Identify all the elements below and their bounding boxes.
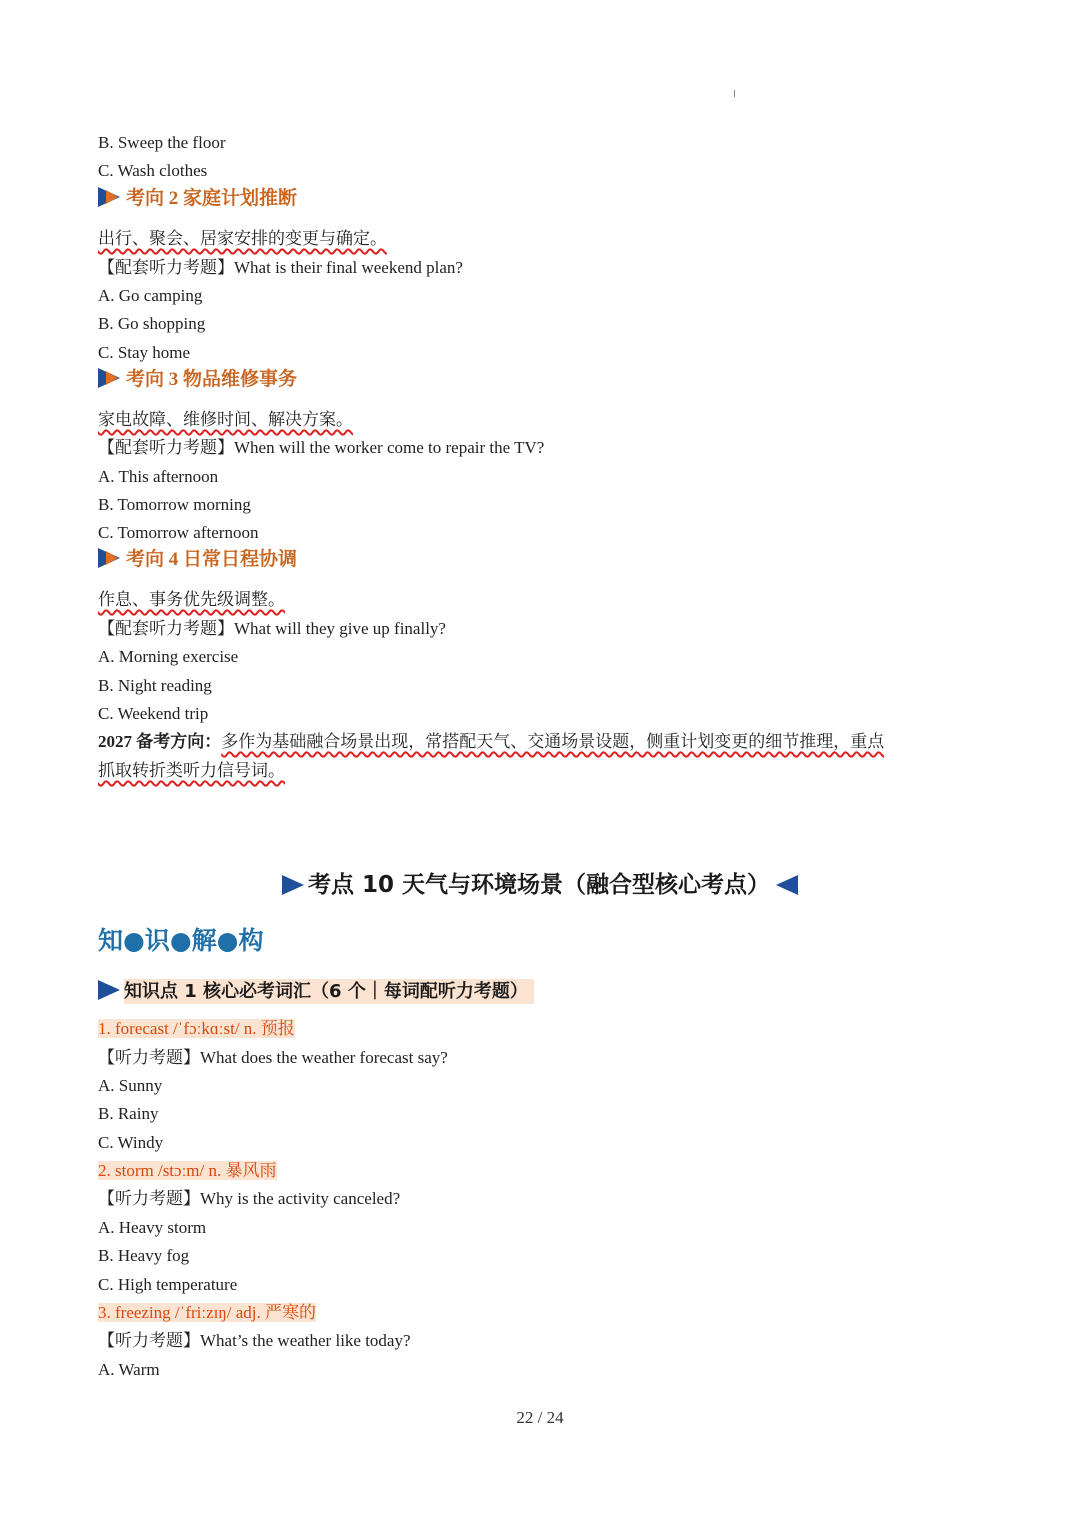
vocab-question: 【听力考题】What does the weather forecast say? <box>98 1048 448 1067</box>
option: C. Tomorrow afternoon <box>98 523 259 542</box>
section-question: 【配套听力考题】What will they give up finally? <box>98 619 446 638</box>
top-mark <box>734 90 735 97</box>
section-title: 知●识●解●构 <box>98 926 264 955</box>
option: A. Sunny <box>98 1076 163 1095</box>
page-number: 22 / 24 <box>516 1408 564 1427</box>
option: B. Night reading <box>98 676 212 695</box>
prep-text: 多作为基础融合场景出现，常搭配天气、交通场景设题，侧重计划变更的细节推理，重点 <box>221 732 885 751</box>
vocab-question: 【听力考题】What’s the weather like today? <box>98 1331 411 1350</box>
prep-direction-cont: 抓取转折类听力信号词。 <box>98 761 285 780</box>
option-b-prev: B. Sweep the floor <box>98 133 226 152</box>
prep-label: 2027 备考方向： <box>98 732 222 751</box>
prep-direction <box>98 730 884 754</box>
vocab-word: 1. forecast /ˈfɔːkɑːst/ n. 预报 <box>98 1019 295 1038</box>
section-question: 【配套听力考题】What is their final weekend plan? <box>98 258 463 277</box>
kaodian-title: 考点 10 天气与环境场景（融合型核心考点） <box>0 866 1080 899</box>
option: A. Heavy storm <box>98 1218 207 1237</box>
arrow-right-icon <box>282 875 304 895</box>
option: C. Windy <box>98 1133 164 1152</box>
arrow-accent-icon <box>106 371 118 385</box>
section-heading: 考向 2 家庭计划推断 <box>98 186 297 212</box>
vocab-question: 【听力考题】Why is the activity canceled? <box>98 1189 401 1208</box>
arrow-left-icon <box>776 875 798 895</box>
arrow-accent-icon <box>106 190 118 204</box>
section-desc: 家电故障、维修时间、解决方案。 <box>98 410 353 429</box>
option: C. Stay home <box>98 343 191 362</box>
option: C. High temperature <box>98 1275 238 1294</box>
option: A. This afternoon <box>98 467 219 486</box>
vocab-word: 2. storm /stɔːm/ n. 暴风雨 <box>98 1161 277 1180</box>
arrow-icon <box>98 980 120 1000</box>
option: B. Go shopping <box>98 314 206 333</box>
section-desc: 出行、聚会、居家安排的变更与确定。 <box>98 229 387 248</box>
option: B. Heavy fog <box>98 1246 190 1265</box>
vocab-word: 3. freezing /ˈfriːzɪŋ/ adj. 严寒的 <box>98 1303 317 1322</box>
option-c-prev: C. Wash clothes <box>98 161 208 180</box>
option: C. Weekend trip <box>98 704 209 723</box>
section-question: 【配套听力考题】When will the worker come to repair the TV? <box>98 438 545 457</box>
option: A. Warm <box>98 1360 160 1379</box>
section-heading: 考向 4 日常日程协调 <box>98 547 297 573</box>
section-heading: 考向 3 物品维修事务 <box>98 367 297 393</box>
knowledge-point-heading: 知识点 1 核心必考词汇（6 个｜每词配听力考题） <box>98 977 534 1003</box>
option: B. Tomorrow morning <box>98 495 251 514</box>
option: B. Rainy <box>98 1104 159 1123</box>
option: A. Morning exercise <box>98 647 239 666</box>
arrow-accent-icon <box>106 551 118 565</box>
section-desc: 作息、事务优先级调整。 <box>98 590 285 609</box>
option: A. Go camping <box>98 286 203 305</box>
